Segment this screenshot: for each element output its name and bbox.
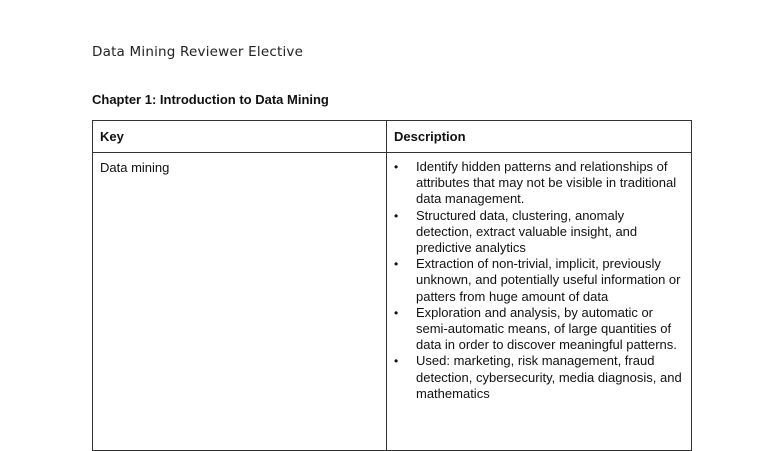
document-header: Data Mining Reviewer Elective [92, 44, 304, 60]
list-item-text: Exploration and analysis, by automatic or semi-automatic means, of large quantities of data in order to discover meaningful patterns. [416, 304, 677, 353]
list-item [394, 256, 684, 305]
bullet-icon: • [394, 208, 399, 223]
bullet-icon: • [394, 257, 399, 272]
list-item-text: Structured data, clustering, anomaly detection, extract valuable insight, and predictive analytics [416, 207, 638, 256]
description-cell [387, 153, 692, 451]
column-header-key: Key [93, 121, 387, 153]
description-bullet-list [394, 159, 684, 402]
list-item [394, 159, 684, 208]
chapter-title: Chapter 1: Introduction to Data Mining [92, 92, 329, 107]
list-item [394, 305, 684, 354]
table-row [93, 153, 692, 451]
bullet-icon: • [394, 305, 399, 320]
list-item [394, 353, 684, 402]
table-header-row [93, 121, 692, 153]
list-item [394, 208, 684, 257]
bullet-icon: • [394, 160, 399, 174]
list-item-text: Extraction of non-trivial, implicit, previously unknown, and potentially useful information or patters from huge amount of data [416, 256, 681, 304]
list-item-text: Used: marketing, risk management, fraud detection, cybersecurity, media diagnosis, and mathematics [416, 353, 682, 401]
column-header-description: Description [387, 121, 692, 153]
bullet-icon: • [394, 354, 399, 369]
list-item-text: Identify hidden patterns and relationships of attributes that may not be visible in traditional data management. [416, 159, 677, 207]
key-description-table [92, 120, 692, 451]
key-cell: Data mining [93, 153, 387, 451]
